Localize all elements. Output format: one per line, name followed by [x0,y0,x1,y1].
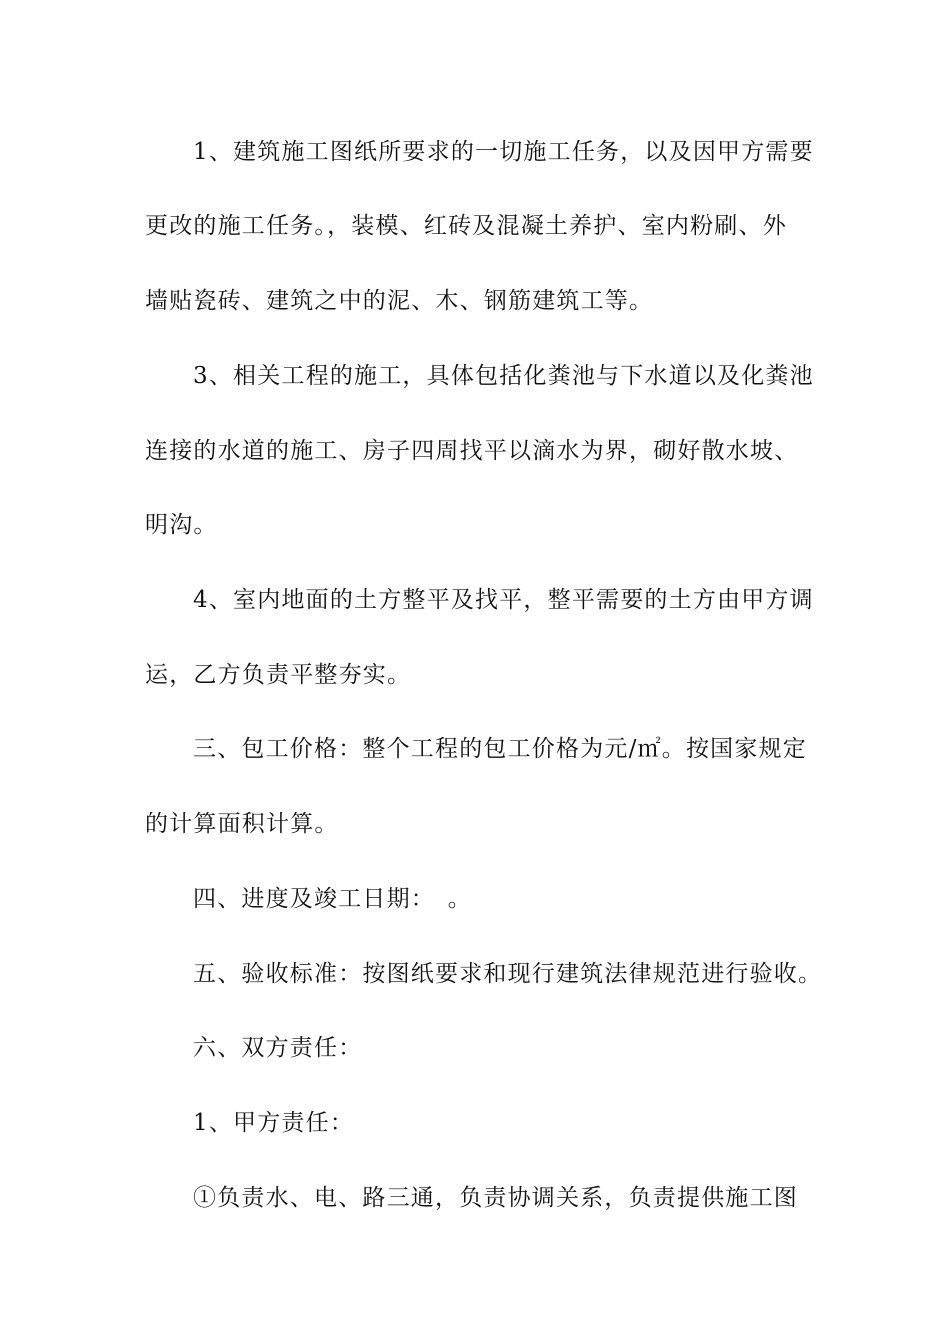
paragraph-line: 墙贴瓷砖、建筑之中的泥、木、钢筋建筑工等。 [145,288,654,314]
paragraph-line: ①负责水、电、路三通，负责协调关系，负责提供施工图 [193,1185,798,1211]
paragraph-line: 四、进度及竣工日期： 。 [193,886,472,912]
paragraph-line: 4、室内地面的土方整平及找平，整平需要的土方由甲方调 [193,587,814,613]
paragraph-line: 三、包工价格：整个工程的包工价格为元/㎡。按国家规定 [193,736,807,762]
paragraph-line: 连接的水道的施工、房子四周找平以滴水为界，砌好散水坡、 [145,438,799,464]
paragraph-line: 1、甲方责任： [193,1110,355,1136]
paragraph-line: 3、相关工程的施工，具体包括化粪池与下水道以及化粪池 [193,363,814,389]
paragraph-line: 明沟。 [145,512,218,538]
paragraph-line: 六、双方责任： [193,1035,363,1061]
paragraph-line: 更改的施工任务。，装模、红砖及混凝土养护、室内粉刷、外 [145,213,787,239]
paragraph-line: 的计算面积计算。 [145,811,339,837]
paragraph-line: 运，乙方负责平整夯实。 [145,662,412,688]
paragraph-line: 五、验收标准：按图纸要求和现行建筑法律规范进行验收。 [193,961,823,987]
paragraph-line: 1、建筑施工图纸所要求的一切施工任务，以及因甲方需要 [193,139,814,165]
